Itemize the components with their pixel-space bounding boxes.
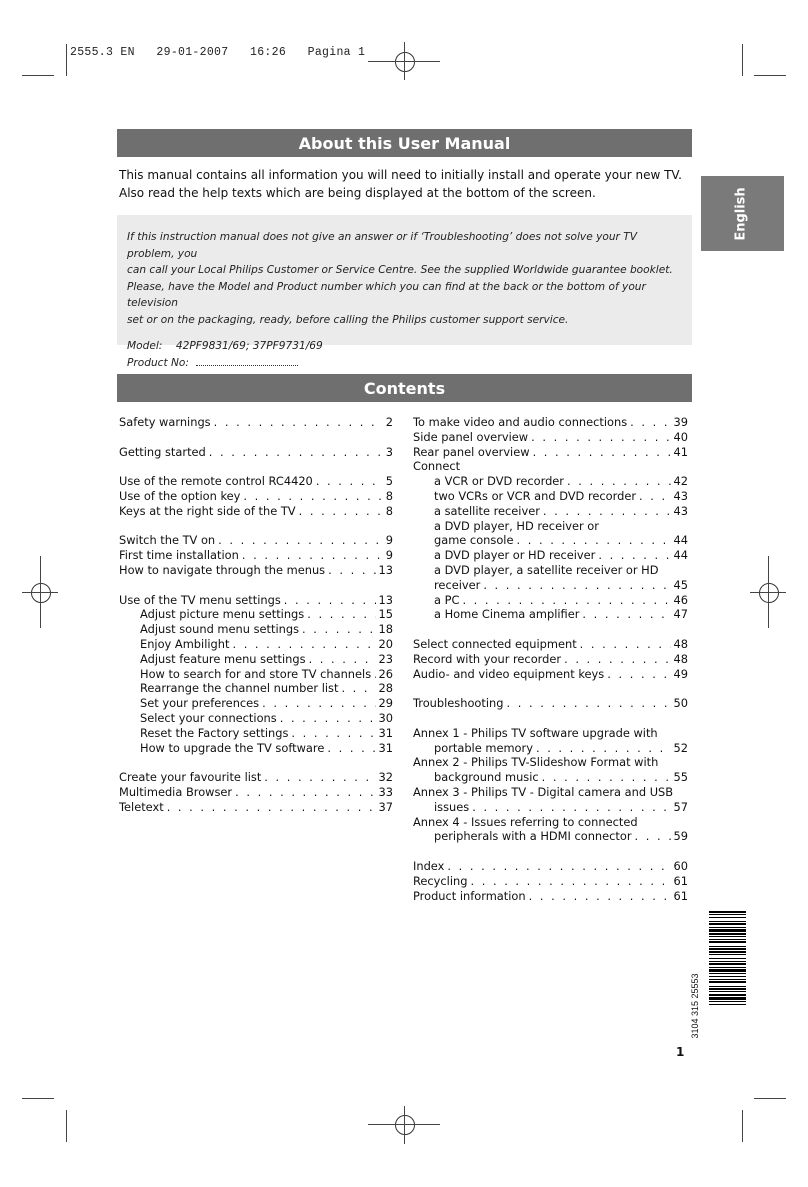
print-header: 2555.3 EN 29-01-2007 16:26 Pagina 1	[70, 46, 366, 59]
toc-leader-dots	[264, 770, 375, 785]
toc-entry-page: 42	[673, 474, 688, 489]
toc-entry	[119, 563, 393, 578]
toc-entry-label: Keys at the right side of the TV	[119, 503, 296, 518]
toc-entry	[413, 800, 688, 815]
toc-leader-dots	[167, 800, 376, 815]
toc-entry	[413, 548, 688, 563]
toc-entry-page: 31	[378, 740, 393, 755]
toc-leader-dots	[374, 667, 375, 682]
toc-entry-page: 15	[378, 607, 393, 622]
toc-entry-label: Adjust sound menu settings	[140, 622, 300, 637]
toc-entry-page: 48	[673, 651, 688, 666]
about-line-1: This manual contains all information you will need to initially install and operate your new TV.	[119, 168, 682, 182]
toc-entry-label: Select connected equipment	[413, 636, 577, 651]
toc-entry-label: a PC	[434, 592, 460, 607]
toc-entry-page: 49	[673, 666, 688, 681]
toc-entry	[413, 829, 688, 844]
toc-entry-page: 61	[673, 873, 688, 888]
product-line	[127, 355, 682, 372]
toc-entry	[413, 607, 688, 622]
page-number: 1	[676, 1045, 685, 1059]
toc-entry	[413, 874, 688, 889]
toc-entry-label: Adjust feature menu settings	[140, 651, 306, 666]
toc-entry	[413, 637, 688, 652]
toc-entry-page: 60	[673, 858, 688, 873]
toc-leader-dots	[341, 681, 375, 696]
support-notice-box	[117, 215, 692, 369]
toc-entry-label: receiver	[434, 577, 481, 592]
toc-entry	[119, 504, 393, 519]
toc-leader-dots	[316, 474, 383, 489]
toc-leader-dots	[462, 593, 670, 608]
toc-leader-dots	[607, 667, 670, 682]
barcode-bar	[709, 921, 746, 922]
toc-entry	[119, 637, 393, 652]
toc-entry-label: First time installation	[119, 548, 239, 563]
toc-entry-label: Connect	[413, 459, 461, 474]
barcode-bar	[709, 927, 746, 928]
barcode-bar	[709, 981, 746, 983]
toc-leader-dots	[582, 607, 670, 622]
toc-entry-page: 43	[673, 503, 688, 518]
toc-entry-page: 45	[673, 577, 688, 592]
toc-leader-dots	[543, 504, 671, 519]
toc-entry-label: Side panel overview	[413, 429, 529, 444]
toc-leader-dots	[506, 696, 670, 711]
toc-entry	[413, 445, 688, 460]
toc-entry-label: issues	[434, 799, 470, 814]
toc-entry-page: 8	[385, 503, 393, 518]
toc-entry-label: Rear panel overview	[413, 444, 530, 459]
toc-entry-label: Use of the TV menu settings	[119, 592, 281, 607]
toc-entry	[119, 533, 393, 548]
toc-leader-dots	[232, 637, 375, 652]
toc-leader-dots	[516, 533, 670, 548]
notice-line-2: can call your Local Philips Customer or Service Centre. See the supplied Worldwide guarantee booklet.	[127, 264, 673, 276]
toc-entry-label: How to navigate through the menus	[119, 562, 326, 577]
toc-entry-page: 41	[673, 444, 688, 459]
toc-left-column	[119, 415, 393, 815]
toc-entry	[413, 726, 688, 741]
toc-leader-dots	[483, 578, 670, 593]
toc-entry-page: 47	[673, 607, 688, 622]
toc-entry-page: 39	[673, 415, 688, 429]
toc-entry	[119, 607, 393, 622]
notice-line-1: If this instruction manual does not give an answer or if ‘Troubleshooting’ does not solve your TV problem, you	[127, 231, 637, 260]
toc-leader-dots	[635, 829, 671, 844]
toc-entry-page: 31	[378, 725, 393, 740]
toc-entry-page: 44	[673, 533, 688, 548]
barcode-bar	[709, 941, 746, 943]
toc-leader-dots	[280, 711, 376, 726]
toc-leader-dots	[542, 770, 671, 785]
toc-entry-label: Rearrange the channel number list	[140, 681, 339, 696]
toc-entry	[413, 593, 688, 608]
toc-entry-label: Reset the Factory settings	[140, 725, 289, 740]
toc-entry-page: 32	[378, 770, 393, 785]
barcode-bar	[709, 1004, 746, 1005]
toc-leader-dots	[235, 785, 375, 800]
contents-header	[117, 374, 692, 402]
model-label: Model:	[127, 340, 163, 352]
toc-entry	[413, 489, 688, 504]
toc-entry	[413, 741, 688, 756]
toc-entry-page: 43	[673, 488, 688, 503]
toc-entry-page: 18	[378, 622, 393, 637]
toc-entry-page: 30	[378, 710, 393, 725]
toc-entry	[413, 533, 688, 548]
about-intro	[119, 166, 682, 202]
barcode-bar	[709, 946, 746, 947]
toc-entry-page: 23	[378, 651, 393, 666]
barcode-bar	[709, 936, 746, 937]
toc-entry	[119, 667, 393, 682]
barcode-bar	[709, 917, 746, 918]
toc-entry-label: Safety warnings	[119, 415, 211, 429]
toc-leader-dots	[630, 415, 670, 430]
toc-entry-page: 50	[673, 696, 688, 711]
toc-entry-label: Set your preferences	[140, 696, 260, 711]
toc-entry	[119, 415, 393, 430]
barcode-number: 3104 315 25553	[690, 973, 700, 1039]
barcode-bar	[709, 967, 746, 968]
toc-entry	[413, 519, 688, 534]
toc-entry-page: 40	[673, 429, 688, 444]
barcode-bar	[709, 997, 746, 1000]
toc-entry-label: Getting started	[119, 444, 206, 459]
toc-leader-dots	[564, 652, 670, 667]
toc-entry	[413, 652, 688, 667]
toc-leader-dots	[243, 489, 382, 504]
toc-entry-label: How to upgrade the TV software	[140, 740, 325, 755]
toc-spacer	[413, 622, 688, 637]
barcode-bar	[709, 961, 746, 962]
toc-entry-page: 59	[673, 829, 688, 844]
toc-leader-dots	[567, 474, 671, 489]
toc-entry-label: background music	[434, 770, 539, 785]
toc-entry	[413, 859, 688, 874]
barcode-bar	[709, 986, 746, 987]
toc-entry	[119, 711, 393, 726]
toc-entry	[413, 667, 688, 682]
toc-entry-page: 52	[673, 740, 688, 755]
toc-entry-page: 8	[385, 488, 393, 503]
toc-entry	[119, 474, 393, 489]
toc-entry-label: Multimedia Browser	[119, 784, 233, 799]
toc-leader-dots	[470, 874, 670, 889]
toc-leader-dots	[639, 489, 670, 504]
toc-entry-label: Product information	[413, 888, 526, 903]
toc-entry	[413, 504, 688, 519]
toc-spacer	[119, 519, 393, 534]
toc-entry-label: a VCR or DVD recorder	[434, 474, 564, 489]
toc-leader-dots	[529, 889, 671, 904]
toc-entry	[413, 415, 688, 430]
toc-entry-label: a DVD player, a satellite receiver or HD	[434, 562, 659, 577]
barcode-bar	[709, 973, 746, 974]
toc-spacer	[413, 681, 688, 696]
barcode-bar	[709, 963, 746, 965]
toc-entry-page: 26	[378, 666, 393, 681]
barcode-bar	[709, 911, 746, 913]
toc-entry	[413, 474, 688, 489]
toc-spacer	[119, 459, 393, 474]
toc-entry	[413, 578, 688, 593]
toc-spacer	[119, 578, 393, 593]
toc-entry	[119, 741, 393, 756]
toc-entry-page: 44	[673, 548, 688, 563]
model-line	[127, 338, 682, 355]
toc-entry-label: Teletext	[119, 799, 164, 814]
toc-entry-label: Switch the TV on	[119, 533, 216, 548]
barcode-bar	[709, 923, 746, 925]
model-value: 42PF9831/69; 37PF9731/69	[175, 340, 323, 352]
toc-entry	[119, 726, 393, 741]
contents-title: Contents	[363, 378, 446, 398]
language-tab-label: English	[733, 187, 749, 241]
toc-entry-page: 9	[385, 533, 393, 548]
toc-leader-dots	[302, 622, 375, 637]
barcode-bar	[709, 969, 746, 972]
notice-line-3: Please, have the Model and Product number which you can find at the back or the bottom of your television	[127, 280, 646, 309]
toc-spacer	[119, 755, 393, 770]
barcode-bar	[709, 979, 746, 980]
barcode-bar	[709, 939, 746, 940]
toc-entry	[413, 563, 688, 578]
toc-entry	[119, 785, 393, 800]
notice-line-4: set or on the packaging, ready, before calling the Philips customer support service.	[127, 313, 569, 326]
toc-entry-page: 3	[385, 444, 393, 459]
language-side-tab	[701, 176, 784, 251]
toc-entry-label: a satellite receiver	[434, 503, 540, 518]
toc-leader-dots	[209, 445, 383, 460]
toc-entry-label: How to search for and store TV channels	[140, 666, 372, 681]
toc-entry	[413, 459, 688, 474]
barcode-bar	[709, 929, 746, 932]
toc-entry-label: Use of the option key	[119, 488, 241, 503]
toc-spacer	[413, 844, 688, 859]
toc-entry-label: a DVD player or HD receiver	[434, 548, 596, 563]
barcode-bar	[709, 976, 746, 977]
toc-entry-page: 55	[673, 770, 688, 785]
barcode	[709, 911, 746, 1043]
toc-entry-label: Record with your recorder	[413, 651, 562, 666]
toc-entry	[413, 770, 688, 785]
toc-entry	[119, 696, 393, 711]
toc-entry-label: Create your favourite list	[119, 770, 262, 785]
toc-entry-page: 33	[378, 784, 393, 799]
toc-leader-dots	[536, 741, 671, 756]
toc-entry-page: 61	[673, 888, 688, 903]
toc-leader-dots	[299, 504, 383, 519]
product-label: Product No:	[127, 356, 189, 369]
toc-entry	[119, 770, 393, 785]
toc-entry-page: 46	[673, 592, 688, 607]
toc-entry-label: Recycling	[413, 873, 468, 888]
toc-leader-dots	[531, 430, 670, 445]
barcode-bar	[709, 954, 746, 955]
about-header	[117, 129, 692, 157]
toc-entry	[413, 815, 688, 830]
toc-entry-label: Troubleshooting	[413, 696, 504, 711]
toc-entry	[413, 755, 688, 770]
barcode-bar	[709, 951, 746, 953]
toc-entry	[119, 548, 393, 563]
toc-leader-dots	[262, 696, 375, 711]
toc-entry	[119, 445, 393, 460]
toc-entry	[413, 696, 688, 711]
toc-entry-label: Audio- and video equipment keys	[413, 666, 605, 681]
about-title: About this User Manual	[298, 133, 511, 153]
toc-entry-page: 13	[378, 592, 393, 607]
toc-entry-label: peripherals with a HDMI connector	[434, 829, 632, 844]
toc-entry-label: Annex 2 - Philips TV-Slideshow Format with	[413, 755, 659, 770]
barcode-bar	[709, 914, 746, 915]
toc-entry-page: 29	[378, 696, 393, 711]
toc-leader-dots	[307, 607, 375, 622]
barcode-bar	[709, 988, 746, 990]
toc-entry-page: 9	[385, 548, 393, 563]
toc-entry-label: a Home Cinema amplifier	[434, 607, 580, 622]
toc-entry-page: 13	[378, 562, 393, 577]
toc-leader-dots	[580, 637, 671, 652]
product-number-blank	[196, 365, 298, 366]
toc-entry-label: Adjust picture menu settings	[140, 607, 305, 622]
toc-entry-label: two VCRs or VCR and DVD recorder	[434, 488, 637, 503]
toc-entry-label: portable memory	[434, 740, 533, 755]
toc-right-column	[413, 415, 688, 903]
toc-leader-dots	[242, 548, 383, 563]
toc-entry	[413, 785, 688, 800]
toc-entry-label: Annex 1 - Philips TV software upgrade with	[413, 725, 658, 740]
toc-entry-page: 2	[385, 415, 393, 429]
toc-leader-dots	[284, 593, 376, 608]
toc-entry	[119, 622, 393, 637]
toc-entry-label: Index	[413, 858, 445, 873]
toc-entry-label: Use of the remote control RC4420	[119, 474, 313, 489]
toc-entry-page: 20	[378, 636, 393, 651]
barcode-bar	[709, 1001, 746, 1002]
toc-entry-page: 28	[378, 681, 393, 696]
toc-entry-label: To make video and audio connections	[413, 415, 628, 429]
toc-entry	[119, 489, 393, 504]
toc-entry-label: Annex 3 - Philips TV - Digital camera and USB	[413, 784, 674, 799]
toc-entry-label: a DVD player, HD receiver or	[434, 518, 599, 533]
toc-leader-dots	[327, 741, 375, 756]
toc-leader-dots	[598, 548, 670, 563]
toc-leader-dots	[291, 726, 375, 741]
toc-leader-dots	[447, 859, 670, 874]
toc-entry	[119, 652, 393, 667]
toc-leader-dots	[309, 652, 376, 667]
toc-spacer	[413, 711, 688, 726]
barcode-bar	[709, 948, 746, 950]
toc-leader-dots	[328, 563, 375, 578]
toc-entry-label: Select your connections	[140, 710, 277, 725]
barcode-bar	[709, 958, 746, 959]
toc-spacer	[119, 430, 393, 445]
barcode-bar	[709, 994, 746, 996]
toc-entry-page: 48	[673, 636, 688, 651]
toc-entry	[413, 889, 688, 904]
toc-entry-label: Enjoy Ambilight	[140, 636, 230, 651]
toc-entry-label: game console	[434, 533, 514, 548]
toc-entry	[413, 430, 688, 445]
about-line-2: Also read the help texts which are being displayed at the bottom of the screen.	[119, 186, 596, 200]
toc-entry	[119, 593, 393, 608]
toc-entry	[119, 800, 393, 815]
barcode-bar	[709, 933, 746, 935]
toc-leader-dots	[533, 445, 671, 460]
toc-entry-label: Annex 4 - Issues referring to connected	[413, 814, 638, 829]
toc-entry-page: 37	[378, 799, 393, 814]
toc-entry-page: 5	[385, 474, 393, 489]
toc-leader-dots	[218, 533, 383, 548]
barcode-bar	[709, 991, 746, 992]
toc-entry	[119, 681, 393, 696]
toc-leader-dots	[472, 800, 670, 815]
toc-entry-page: 57	[673, 799, 688, 814]
toc-leader-dots	[214, 415, 383, 430]
